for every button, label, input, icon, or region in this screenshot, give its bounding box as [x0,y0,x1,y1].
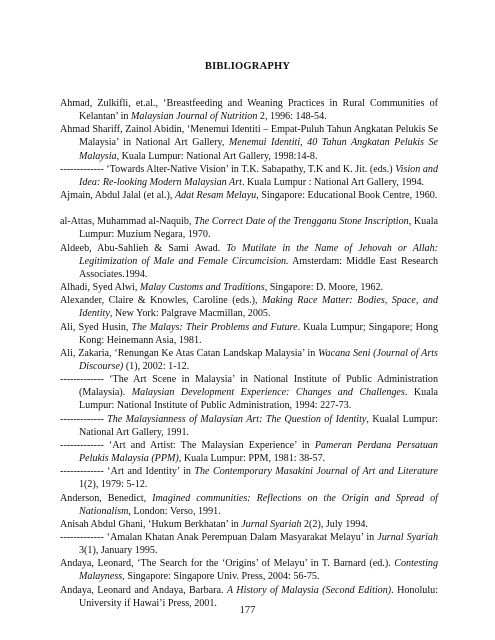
entry-title-text: The Malaysianness of Malaysian Art: The Question of Identity [107,413,367,425]
entry-text: ------------- ‘Amalan Khatan Anak Perempuan Dalam Masyarakat Melayu’ in [60,532,378,543]
entry-text: ------------- ‘Art and Artist: The Malaysian Experience’ in [60,439,315,451]
bibliography-entry [60,163,438,189]
entry-text: ------------- ‘The Art Scene in Malaysia’ in National Institute of Public Administration (Malaysia). [60,374,438,399]
bibliography-list [60,97,438,610]
entry-text: , Singapore: D. Moore, 1962. [264,282,384,294]
bibliography-entry [60,294,438,320]
entry-text: . Honolulu: University if Hawai’i Press, 2001. [79,584,439,609]
entry-title-text: Malaysian Journal of Nutrition [130,111,258,123]
entry-text: Ali, Zakaria, ‘Renungan Ke Atas Catan Landskap Malaysia’ in [60,347,319,359]
entry-text: , Kuala Lumpur: PPM, 1981: 38-57. [178,453,326,465]
entry-title-text: Adat Resam Melayu [174,190,257,202]
entry-text: Alhadi, Syed Alwi, [60,282,140,294]
bibliography-entry [60,123,438,162]
entry-text: Alexander, Claire & Knowles, Caroline (eds.), [60,295,262,307]
entry-title-text: A History of Malaysia (Second Edition) [226,584,392,596]
entry-text: , Kuala Lumpur: National Art Gallery, 1998:14-8. [116,150,318,162]
entry-text: . Kuala Lumpur : National Art Gallery, 1994. [241,176,425,188]
entry-text: , Singapore: Singapore Univ. Press, 2004: 56-75. [122,571,320,583]
page-title: BIBLIOGRAPHY [204,61,291,72]
entry-title-text: The Correct Date of the Trengganu Stone Inscription, [194,216,412,228]
entry-title-text: Malay Customs and Traditions [139,282,265,294]
entry-title-text: Menemui Identiti, 40 Tahun Angkatan Pelukis Se Malaysia [79,137,438,162]
entry-title-text: Pameran Perdana Persatuan Pelukis Malaysia (PPM) [79,439,438,465]
bibliography-entry [60,465,438,491]
entry-text: 3(1), January 1995. [79,545,158,557]
bibliography-entry [60,492,438,518]
page-number: 177 [239,605,256,616]
entry-title-text: Wacana Seni (Journal of Arts Discourse) [79,347,438,372]
entry-text: , New York: Palgrave Macmillan, 2005. [109,308,271,320]
entry-text: Andaya, Leonard and Andaya, Barbara. [60,584,227,596]
entry-text: Aldeeb, Abu-Sahlieh & Sami Awad. [60,242,227,254]
entry-title-text: Making Race Matter: Bodies, Space, and Identity [79,295,439,320]
entry-text: 2(2), July 1994. [301,518,368,530]
entry-text: ------------- ‘Towards Alter-Native Vision’ in T.K. Sabapathy, T.K and K. Jit. (eds.) [60,163,396,175]
entry-text: Anderson, Benedict, [60,492,153,504]
entry-title-text: Contesting Malayness [79,558,438,583]
bibliography-entry [60,373,438,412]
bibliography-entry [60,439,438,465]
bibliography-entry [60,531,438,557]
entry-text: Anisah Abdul Ghani, ‘Hukum Berkhatan’ in [60,518,242,530]
bibliography-entry [60,321,438,347]
bibliography-entry [60,557,438,583]
entry-title-text: To Mutilate in the Name of Jehovah or Allah: Legitimization of Male and Female Circumcision. [79,242,438,267]
bibliography-entry [60,97,438,123]
entry-text: Ajmain, Abdul Jalal (et al.), [60,190,175,202]
entry-title-text: Jurnal Syariah [241,518,302,530]
bibliography-entry [60,242,438,281]
entry-text: . Kuala Lumpur; Singapore; Hong Kong: Heinemann Asia, 1981. [79,321,438,346]
entry-title-text: The Malays: Their Problems and Future [131,321,298,333]
entry-title-text: The Contemporary Masakini Journal of Art and Literature [194,466,439,478]
entry-text: Kuala Lumpur: Muzium Negara, 1970. [79,216,438,241]
entry-text: Ahmad, Zulkifli, et.al., ‘Breastfeeding and Weaning Practices in Rural Communities of Kelantan’ in [60,98,438,123]
entry-text: Amsterdam: Middle East Research Associates.1994. [79,255,438,280]
entry-text: , Singapore: Educational Book Centre, 1960. [256,190,438,202]
bibliography-entry [60,215,438,241]
entry-text: ------------- [60,413,108,425]
entry-text: Ali, Syed Husin, [60,321,132,333]
entry-text: 1(2), 1979: 5-12. [79,479,148,491]
bibliography-entry [60,347,438,373]
entry-text: ------------- ‘Art and Identity’ in [60,466,195,478]
entry-title-text: Vision and Idea: Re-looking Modern Malaysian Art [79,163,438,188]
entry-title-text: Imagined communities: Reflections on the Origin and Spread of Nationalism [79,492,438,517]
bibliography-entry [60,189,438,202]
bibliography-entry [60,413,438,439]
entry-text: al-Attas, Muhammad al-Naquib, [60,216,195,228]
bibliography-entry [60,518,438,531]
entry-text: , Kualal Lumpur: National Art Gallery, 1991. [79,413,438,438]
entry-title-text: Malaysian Development Experience: Changes and Challenges [131,387,405,399]
entry-text: (1), 2002: 1-12. [123,360,190,372]
entry-text: Ahmad Shariff, Zainol Abidin, ‘Menemui Identiti – Empat-Puluh Tahun Angkatan Pelukis Se Malaysia’ in National Art Gallery, [60,124,438,149]
entry-text: , London: Verso, 1991. [128,505,221,517]
entry-title-text: Jurnal Syariah [377,532,438,543]
entry-text: Andaya, Leonard, ‘The Search for the ‘Origins’ of Melayu’ in T. Barnard (ed.). [60,558,395,570]
entry-text: 2, 1996: 148-54. [257,111,327,123]
bibliography-entry [60,281,438,294]
entry-text: . Kuala Lumpur: National Institute of Public Administration, 1994: 227-73. [79,387,438,412]
